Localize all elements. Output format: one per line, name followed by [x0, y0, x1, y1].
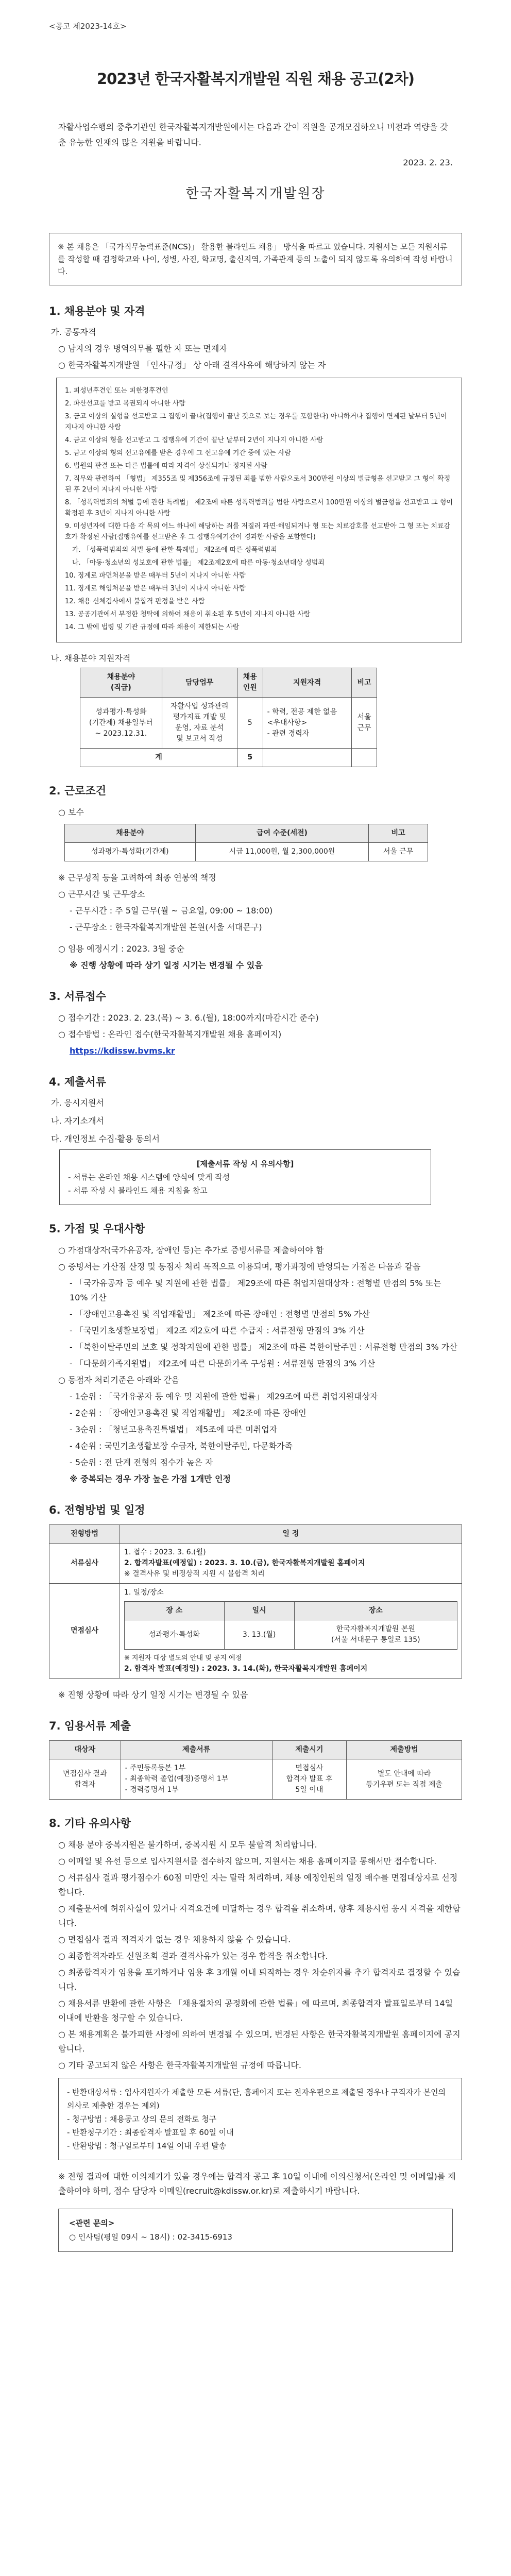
- disq-item: 3. 금고 이상의 실형을 선고받고 그 집행이 끝나(집행이 끝난 것으로 보는 경우를 포함한다) 아니하거나 집행이 면제된 날부터 5년이 지나지 아니한 사람: [65, 413, 447, 431]
- schedule-line: 2. 합격자발표(예정일) : 2023. 3. 10.(금), 한국자활복지개발원 홈페이지: [124, 1559, 365, 1567]
- work-line: ※ 근무성적 등을 고려하여 최종 연봉액 책정: [58, 873, 216, 883]
- disq-item: 가. 「성폭력범죄의 처벌 등에 관한 특례법」 제2조에 따른 성폭력범죄: [72, 546, 277, 554]
- bonus-line: - 3순위 : 「청년고용촉진특별법」 제5조에 따른 미취업자: [70, 1425, 278, 1434]
- etc-line: ○ 면접심사 결과 적격자가 없는 경우 채용하지 않을 수 있습니다.: [58, 1935, 291, 1944]
- disq-item: 6. 법원의 판결 또는 다른 법률에 따라 자격이 상실되거나 정지된 사람: [65, 462, 267, 470]
- table-header: 채용분야: [65, 824, 196, 843]
- disq-item: 1. 피성년후견인 또는 피한정후견인: [65, 387, 168, 395]
- table-header: 일시: [224, 1602, 294, 1620]
- doc-schedule-cell: [120, 1544, 462, 1584]
- schedule-table: [49, 1524, 462, 1679]
- objection-notice: ※ 전형 결과에 대한 이의제기가 있을 경우에는 합격자 공고 후 10일 이내에 이의신청서(온라인 및 이메일)를 제출하여야 하며, 접수 담당자 이메일(recruit@kdissw.or.kr)로 제출하시기 바랍니다.: [58, 2172, 456, 2196]
- section-3-heading: 3. 서류접수: [49, 990, 107, 1003]
- etc-line: ○ 채용서류 반환에 관한 사항은 「채용절차의 공정화에 관한 법률」에 따르며, 최종합격자 발표일로부터 14일 이내에 반환을 청구할 수 있습니다.: [58, 1998, 453, 2023]
- table-cell: 서류심사: [49, 1544, 120, 1584]
- table-cell: 성과평가·특성화 (기간제) 채용일부터 ~ 2023.12.31.: [80, 698, 162, 749]
- return-line: - 반환청구기간 : 최종합격자 발표일 후 60일 이내: [67, 2128, 234, 2137]
- bonus-line: - 「국민기초생활보장법」 제2조 제2호에 따른 수급자 : 서류전형 만점의 3% 가산: [70, 1326, 365, 1335]
- total-value: 5: [237, 749, 263, 767]
- recruit-field-table: [80, 668, 377, 767]
- table-cell: 면접심사: [49, 1584, 120, 1679]
- table-cell: 한국자활복지개발원 본원 (서울 서대문구 통일로 135): [294, 1620, 457, 1650]
- disq-item: 11. 징계로 해임처분을 받은 때부터 3년이 지나지 아니한 사람: [65, 585, 246, 592]
- work-line: ○ 근무시간 및 근무장소: [58, 889, 145, 899]
- table-header: 비고: [369, 824, 428, 843]
- bonus-line: - 5순위 : 전 단계 전형의 점수가 높은 자: [70, 1458, 213, 1467]
- section-7-heading: 7. 임용서류 제출: [49, 1720, 131, 1732]
- table-cell: - 주민등록등본 1부 - 최종학력 졸업(예정)증명서 1부 - 경력증명서 1부: [121, 1759, 272, 1800]
- table-cell: 시급 11,000원, 월 2,300,000원: [195, 843, 369, 861]
- section-4-heading: 4. 제출서류: [49, 1076, 107, 1088]
- schedule-line: 2. 합격자 발표(예정일) : 2023. 3. 14.(화), 한국자활복지개발원 홈페이지: [124, 1665, 368, 1673]
- disq-item: 14. 그 밖에 법령 및 기관 규정에 따라 채용이 제한되는 사람: [65, 623, 240, 631]
- table-row: [49, 1584, 462, 1679]
- disq-item: 5. 금고 이상의 형의 선고유예를 받은 경우에 그 선고유예 기간 중에 있는 사람: [65, 449, 291, 457]
- table-header: 제출시기: [272, 1741, 347, 1759]
- notice-number: <공고 제2023-14호>: [49, 22, 127, 31]
- table-row: [49, 1544, 462, 1584]
- table-cell: 5: [237, 698, 263, 749]
- etc-line: ○ 이메일 및 유선 등으로 입사지원서를 접수하지 않으며, 지원서는 채용 홈페이지를 통해서만 접수합니다.: [58, 1856, 437, 1866]
- section-1-heading: 1. 채용분야 및 자격: [49, 305, 145, 317]
- apply-line: ○ 접수방법 : 온라인 접수(한국자활복지개발원 채용 홈페이지): [58, 1029, 282, 1039]
- doc-notice-line: - 서류는 온라인 채용 시스템에 양식에 맞게 작성: [68, 1173, 230, 1182]
- bonus-line: - 「국가유공자 등 예우 및 지원에 관한 법률」 제29조에 따른 취업지원대상자 : 전형별 만점의 5% 또는 10% 가산: [70, 1278, 441, 1302]
- schedule-line: ※ 결격사유 및 비정상적 지원 시 불합격 처리: [124, 1570, 265, 1578]
- etc-line: ○ 본 채용계획은 불가피한 사정에 의하여 변경될 수 있으며, 변경된 사항은 한국자활복지개발원 홈페이지에 공지합니다.: [58, 2029, 461, 2054]
- page-title: 2023년 한국자활복지개발원 직원 채용 공고(2차): [96, 70, 415, 88]
- return-docs-box: [58, 2078, 462, 2160]
- disqualification-box: [56, 378, 462, 642]
- bonus-line: - 「북한이탈주민의 보호 및 정착지원에 관한 법률」 제2조에 따른 북한이탈주민 : 서류전형 만점의 3% 가산: [70, 1342, 457, 1352]
- contact-box: [58, 2209, 453, 2252]
- pay-table: [64, 824, 428, 861]
- etc-line: ○ 최종합격자가 임용을 포기하거나 임용 후 3개월 이내 퇴직하는 경우 차순위자를 추가 합격자로 결정할 수 있습니다.: [58, 1968, 461, 1992]
- table-header: 채용분야 (직급): [80, 668, 162, 698]
- blind-recruit-notice: ※ 본 채용은 「국가직무능력표준(NCS)」 활용한 블라인드 채용」 방식을 따르고 있습니다. 지원서는 모든 지원서류를 작성할 때 검정학교와 나이, 성별, 사진, 학교명, 출신지역, 가족관계 등의 노출이 되지 않도록 유의하여 작성 바랍니다.: [49, 233, 462, 285]
- table-row: [125, 1620, 457, 1650]
- table-cell: 면접심사 결과 합격자: [49, 1759, 121, 1800]
- interview-schedule-cell: [120, 1584, 462, 1679]
- disq-item: 8. 「성폭력범죄의 처벌 등에 관한 특례법」 제2조에 따른 성폭력범죄를 범한 사람으로서 100만원 이상의 벌금형을 선고받고 그 형이 확정된 후 3년이 지나지 아니한 사람: [65, 499, 453, 517]
- bonus-line: ○ 증빙서는 가산점 산정 및 동점자 처리 목적으로 이용되며, 평가과정에 반영되는 가점은 다음과 같음: [58, 1262, 421, 1272]
- doc-notice-title: [제출서류 작성 시 유의사항]: [196, 1159, 294, 1168]
- contact-title: <관련 문의>: [69, 2218, 115, 2228]
- work-line: - 근무장소 : 한국자활복지개발원 본원(서울 서대문구): [70, 922, 262, 932]
- table-cell: - 학력, 전공 제한 없음 <우대사항> - 관련 경력자: [263, 698, 351, 749]
- disq-item: 4. 금고 이상의 형을 선고받고 그 집행유예 기간이 끝난 날부터 2년이 지나지 아니한 사람: [65, 436, 323, 444]
- apply-line: ○ 접수기간 : 2023. 2. 23.(목) ~ 3. 6.(월), 18:00까지(마감시간 준수): [58, 1013, 319, 1023]
- return-line: - 반환방법 : 청구일로부터 14일 이내 우편 발송: [67, 2141, 227, 2150]
- etc-line: ○ 채용 분야 중복지원은 불가하며, 중복지원 시 모두 불합격 처리합니다.: [58, 1840, 317, 1850]
- table-header: 제출서류: [121, 1741, 272, 1759]
- common-qual-item: ○ 남자의 경우 병역의무를 필한 자 또는 면제자: [58, 344, 227, 353]
- bonus-line: - 「장애인고용촉진 및 직업재활법」 제2조에 따른 장애인 : 전형별 만점의 5% 가산: [70, 1309, 370, 1319]
- doc-notice-line: - 서류 작성 시 블라인드 채용 지침을 참고: [68, 1186, 208, 1195]
- table-header: 담당업무: [162, 668, 237, 698]
- table-header: 제출방법: [347, 1741, 462, 1759]
- notice-date: 2023. 2. 23.: [403, 158, 453, 167]
- bonus-line: ○ 동점자 처리기준은 아래와 같음: [58, 1375, 180, 1385]
- appointment-doc-table: [49, 1740, 462, 1800]
- bonus-line: - 2순위 : 「장애인고용촉진 및 직업재활법」 제2조에 따른 장애인: [70, 1408, 306, 1418]
- section-2-heading: 2. 근로조건: [49, 785, 107, 797]
- bonus-line: - 「다문화가족지원법」 제2조에 따른 다문화가족 구성원 : 서류전형 만점의 3% 가산: [70, 1359, 376, 1368]
- doc-item: 다. 개인정보 수집·활용 동의서: [51, 1134, 160, 1144]
- bonus-line: - 4순위 : 국민기초생활보장 수급자, 북한이탈주민, 다문화가족: [70, 1441, 293, 1451]
- disq-item: 9. 미성년자에 대한 다음 각 목의 어느 하나에 해당하는 죄를 저질러 파면·해임되거나 형 또는 치료감호를 선고받아 그 형 또는 치료감호가 확정된 사람(집행유예를 선고받은 후 그 집행유예기간이 경과한 사람을 포함한다): [65, 522, 451, 541]
- section-1-sub-b: 나. 채용분야 지원자격: [51, 653, 131, 663]
- table-row: [65, 843, 428, 861]
- etc-line: ○ 서류심사 결과 평가점수가 60점 미만인 자는 탈락 처리하며, 채용 예정인원의 일정 배수를 면접대상자로 선정합니다.: [58, 1873, 458, 1897]
- disq-item: 7. 직무와 관련하여 「형법」 제355조 및 제356조에 규정된 죄를 범한 사람으로서 300만원 이상의 벌금형을 선고받고 그 형이 확정된 후 2년이 지나지 아니한 사람: [65, 475, 451, 494]
- schedule-line: 1. 일정/장소: [124, 1588, 164, 1597]
- table-header: 전형방법: [49, 1525, 120, 1544]
- table-cell: 별도 안내에 따라 등기우편 또는 직접 제출: [347, 1759, 462, 1800]
- table-cell: 성과평가·특성화(기간제): [65, 843, 196, 861]
- bonus-line: ※ 중복되는 경우 가장 높은 가점 1개만 인정: [70, 1474, 231, 1484]
- apply-link[interactable]: https://kdissw.bvms.kr: [70, 1046, 175, 1056]
- work-line: ※ 진행 상황에 따라 상기 일정 시기는 변경될 수 있음: [70, 960, 263, 970]
- section-5-heading: 5. 가점 및 우대사항: [49, 1223, 145, 1235]
- contact-line: ○ 인사팀(평일 09시 ~ 18시) : 02-3415-6913: [69, 2232, 232, 2242]
- schedule-line: 1. 접수 : 2023. 3. 6.(월): [124, 1548, 206, 1556]
- doc-notice-box: [59, 1149, 431, 1205]
- etc-line: ○ 제출문서에 허위사실이 있거나 자격요건에 미달하는 경우 합격을 취소하며, 향후 채용시험 응시 자격을 제한합니다.: [58, 1904, 461, 1928]
- disq-item: 10. 징계로 파면처분을 받은 때부터 5년이 지나지 아니한 사람: [65, 572, 246, 580]
- table-header: 일 정: [120, 1525, 462, 1544]
- table-header: 장 소: [125, 1602, 225, 1620]
- table-header: 급여 수준(세전): [195, 824, 369, 843]
- section-1-sub-a: 가. 공통자격: [51, 327, 96, 337]
- organization-name: 한국자활복지개발원장: [185, 186, 326, 201]
- intro-text: 자활사업수행의 중추기관인 한국자활복지개발원에서는 다음과 같이 직원을 공개모집하오니 비전과 역량을 갖춘 유능한 인재의 많은 지원을 바랍니다.: [58, 122, 448, 147]
- table-header: 지원자격: [263, 668, 351, 698]
- doc-item: 나. 자기소개서: [51, 1116, 104, 1126]
- work-line: - 근무시간 : 주 5일 근무(월 ~ 금요일, 09:00 ~ 18:00): [70, 906, 273, 916]
- common-qual-item: ○ 한국자활복지개발원 「인사규정」 상 아래 결격사유에 해당하지 않는 자: [58, 360, 326, 370]
- return-line: - 청구방법 : 채용공고 상의 문의 전화로 청구: [67, 2114, 217, 2124]
- interview-sub-table: [124, 1601, 457, 1650]
- disq-item: 13. 공공기관에서 부정한 청탁에 의하여 채용이 취소된 후 5년이 지나지 아니한 사람: [65, 611, 311, 618]
- table-cell: 서울 근무: [369, 843, 428, 861]
- work-line: ○ 임용 예정시기 : 2023. 3월 중순: [58, 944, 184, 954]
- table-cell: 면접심사 합격자 발표 후 5일 이내: [272, 1759, 347, 1800]
- table-total-row: [80, 749, 377, 767]
- table-header: 비고: [351, 668, 377, 698]
- section-6-heading: 6. 전형방법 및 일정: [49, 1504, 145, 1516]
- table-cell: 자활사업 성과관리 평가지표 개발 및 운영, 자료 분석 및 보고서 작성: [162, 698, 237, 749]
- table-row: [80, 698, 377, 749]
- return-line: - 반환대상서류 : 입사지원자가 제출한 모든 서류(단, 홈페이지 또는 전자우편으로 제출된 경우나 구직자가 본인의 의사로 제출한 경우는 제외): [67, 2088, 446, 2110]
- disq-item: 나. 「아동·청소년의 성보호에 관한 법률」 제2조제2호에 따른 아동·청소년대상 성범죄: [72, 559, 325, 567]
- bonus-line: ○ 가점대상자(국가유공자, 장애인 등)는 추가로 증빙서류를 제출하여야 함: [58, 1245, 324, 1255]
- bonus-line: - 1순위 : 「국가유공자 등 예우 및 지원에 관한 법률」 제29조에 따른 취업지원대상자: [70, 1392, 378, 1401]
- etc-line: ○ 최종합격자라도 신원조회 결과 결격사유가 있는 경우 합격을 취소합니다.: [58, 1951, 328, 1961]
- total-label: 계: [80, 749, 237, 767]
- table-cell: 3. 13.(월): [224, 1620, 294, 1650]
- table-cell: 서울 근무: [351, 698, 377, 749]
- etc-line: ○ 기타 공고되지 않은 사항은 한국자활복지개발원 규정에 따릅니다.: [58, 2060, 301, 2070]
- table-header: 채용 인원: [237, 668, 263, 698]
- schedule-footnote: ※ 진행 상황에 따라 상기 일정 시기는 변경될 수 있음: [58, 1690, 248, 1700]
- table-row: [49, 1759, 462, 1800]
- doc-item: 가. 응시지원서: [51, 1098, 104, 1108]
- table-header: 장소: [294, 1602, 457, 1620]
- table-header: 대상자: [49, 1741, 121, 1759]
- disq-item: 2. 파산선고를 받고 복권되지 아니한 사람: [65, 400, 185, 408]
- table-cell: 성과평가·특성화: [125, 1620, 225, 1650]
- disq-item: 12. 채용 신체검사에서 불합격 판정을 받은 사람: [65, 598, 205, 605]
- schedule-line: ※ 지원자 대상 별도의 안내 및 공지 예정: [124, 1654, 242, 1662]
- section-8-heading: 8. 기타 유의사항: [49, 1817, 131, 1829]
- pay-heading: ○ 보수: [58, 807, 84, 817]
